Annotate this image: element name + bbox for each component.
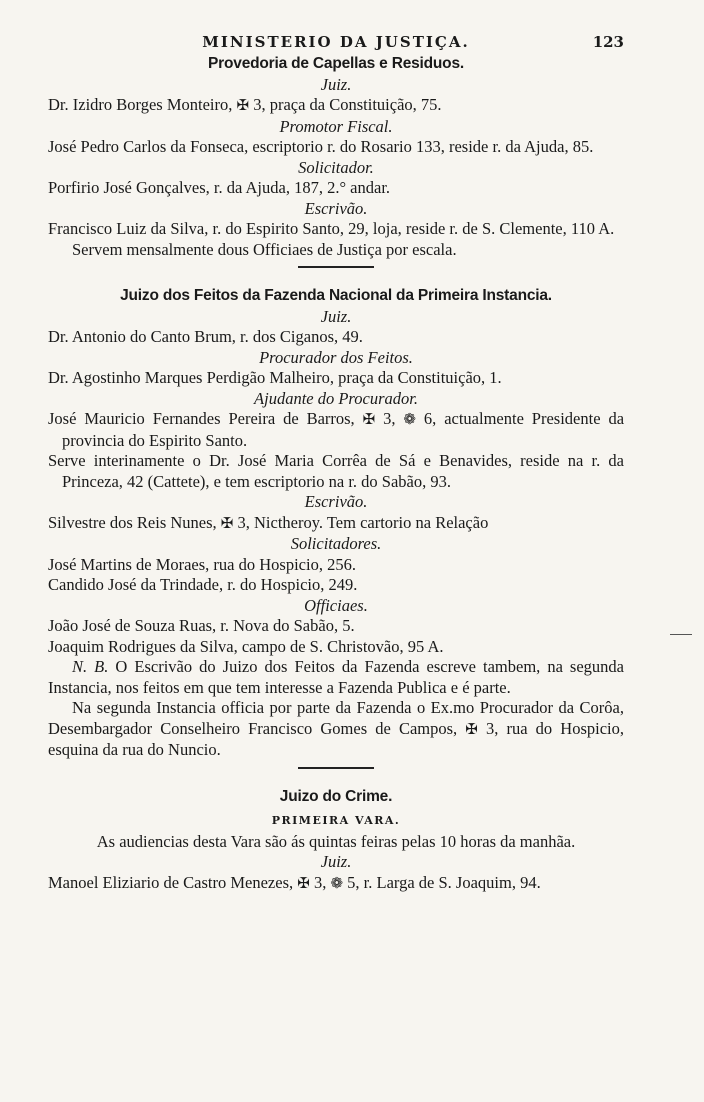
- list-item: Joaquim Rodrigues da Silva, campo de S. Christovão, 95 A.: [48, 636, 444, 656]
- rose-order-icon: ❁: [330, 875, 344, 892]
- entry-text: Dr. Izidro Borges Monteiro,: [48, 95, 233, 114]
- section-divider: [298, 767, 374, 769]
- entry-text: 3, praça da Constituição, 75.: [253, 95, 442, 114]
- role-officiaes: Officiaes.: [304, 595, 368, 615]
- entry-text: Manoel Eliziario de Castro Menezes,: [48, 872, 294, 892]
- cross-icon: ✠: [465, 721, 478, 738]
- document-page: [48, 28, 624, 894]
- role-juiz: Juiz.: [320, 74, 352, 94]
- nb-label: N. B.: [72, 657, 109, 676]
- role-ajudante: Ajudante do Procurador.: [254, 388, 418, 408]
- entry-text: 3, Nictheroy. Tem cartorio na Relação: [237, 512, 489, 532]
- role-procurador: Procurador dos Feitos.: [259, 347, 413, 367]
- subsection-title: PRIMEIRA VARA.: [271, 814, 401, 827]
- entry-text: Silvestre dos Reis Nunes,: [48, 512, 217, 532]
- entry-juiz: Dr. Antonio do Canto Brum, r. dos Ciganos, 49.: [48, 327, 363, 346]
- entry-text: 3,: [313, 872, 327, 892]
- role-escrivao: Escrivão.: [304, 198, 368, 218]
- margin-mark: [670, 634, 692, 635]
- entry-juiz: [48, 95, 624, 117]
- entry-text: 6, actualmente Presidente da provincia do Espirito Santo.: [62, 409, 625, 450]
- entry-promotor: José Pedro Carlos da Fonseca, escriptorio r. do Rosario 133, reside r. da Ajuda, 85.: [48, 137, 594, 156]
- entry-procurador: Dr. Agostinho Marques Perdigão Malheiro, praça da Constituição, 1.: [48, 368, 502, 387]
- section-title-crime: Juizo do Crime.: [279, 787, 393, 805]
- page-header-title: MINISTERIO DA JUSTIÇA.: [202, 33, 470, 51]
- page-number: 123: [592, 33, 624, 51]
- entry-text: 5, r. Larga de S. Joaquim, 94.: [347, 872, 541, 892]
- role-promotor: Promotor Fiscal.: [279, 116, 393, 136]
- section-title-provedoria: Provedoria de Capellas e Residuos.: [208, 55, 464, 72]
- role-solicitador: Solicitador.: [298, 157, 374, 177]
- role-juiz: Juiz.: [320, 852, 352, 871]
- entry-escrivao: Francisco Luiz da Silva, r. do Espirito Santo, 29, loja, reside r. de S. Clemente, 110 A.: [48, 219, 615, 238]
- cross-icon: ✠: [220, 515, 234, 532]
- entry-serve-interinamente: Serve interinamente o Dr. José Maria Corrêa de Sá e Benavides, reside na r. da Princeza, 42 (Cattete), e tem escriptorio na r. do Sabão, 93.: [48, 451, 624, 491]
- rose-order-icon: ❁: [403, 412, 416, 428]
- note-officiaes: Servem mensalmente dous Officiaes de Justiça por escala.: [72, 239, 457, 259]
- nota-bene: [48, 657, 624, 698]
- entry-escrivao: [48, 513, 624, 535]
- role-solicitadores: Solicitadores.: [290, 534, 382, 553]
- entry-ajudante: [48, 409, 624, 451]
- list-item: José Martins de Moraes, rua do Hospicio, 256.: [48, 554, 356, 574]
- audiencias-note: As audiencias desta Vara são ás quintas feiras pelas 10 horas da manhãa.: [96, 831, 576, 851]
- list-item: João José de Souza Ruas, r. Nova do Sabão, 5.: [48, 616, 355, 635]
- cross-icon: ✠: [362, 412, 376, 428]
- role-escrivao: Escrivão.: [304, 492, 368, 511]
- cross-icon: ✠: [297, 875, 310, 892]
- entry-text: José Mauricio Fernandes Pereira de Barros,: [48, 409, 355, 428]
- running-header: [48, 28, 624, 54]
- entry-text: Na segunda Instancia officia por parte da Fazenda o Ex.mo Procurador da Corôa, Desembargador Conselheiro Francisco Gomes de Campos,: [48, 698, 624, 738]
- entry-text: 3,: [383, 409, 396, 428]
- nb-text: O Escrivão do Juizo dos Feitos da Fazenda escreve tambem, na segunda Instancia, nos feitos em que tem interesse a Fazenda Publica e é parte.: [48, 657, 624, 697]
- cross-icon: ✠: [236, 98, 250, 114]
- section-title-feitos-fazenda: Juizo dos Feitos da Fazenda Nacional da Primeira Instancia.: [120, 287, 552, 304]
- entry-text: 3, rua do Hospicio, esquina da rua do Nuncio.: [48, 718, 625, 759]
- entry-solicitador: Porfirio José Gonçalves, r. da Ajuda, 187, 2.° andar.: [48, 178, 391, 197]
- section-divider: [298, 266, 374, 268]
- entry-juiz: [48, 873, 624, 895]
- list-item: Candido José da Trindade, r. do Hospicio, 249.: [48, 575, 358, 594]
- segunda-instancia-note: [48, 698, 624, 761]
- role-juiz: Juiz.: [320, 306, 352, 326]
